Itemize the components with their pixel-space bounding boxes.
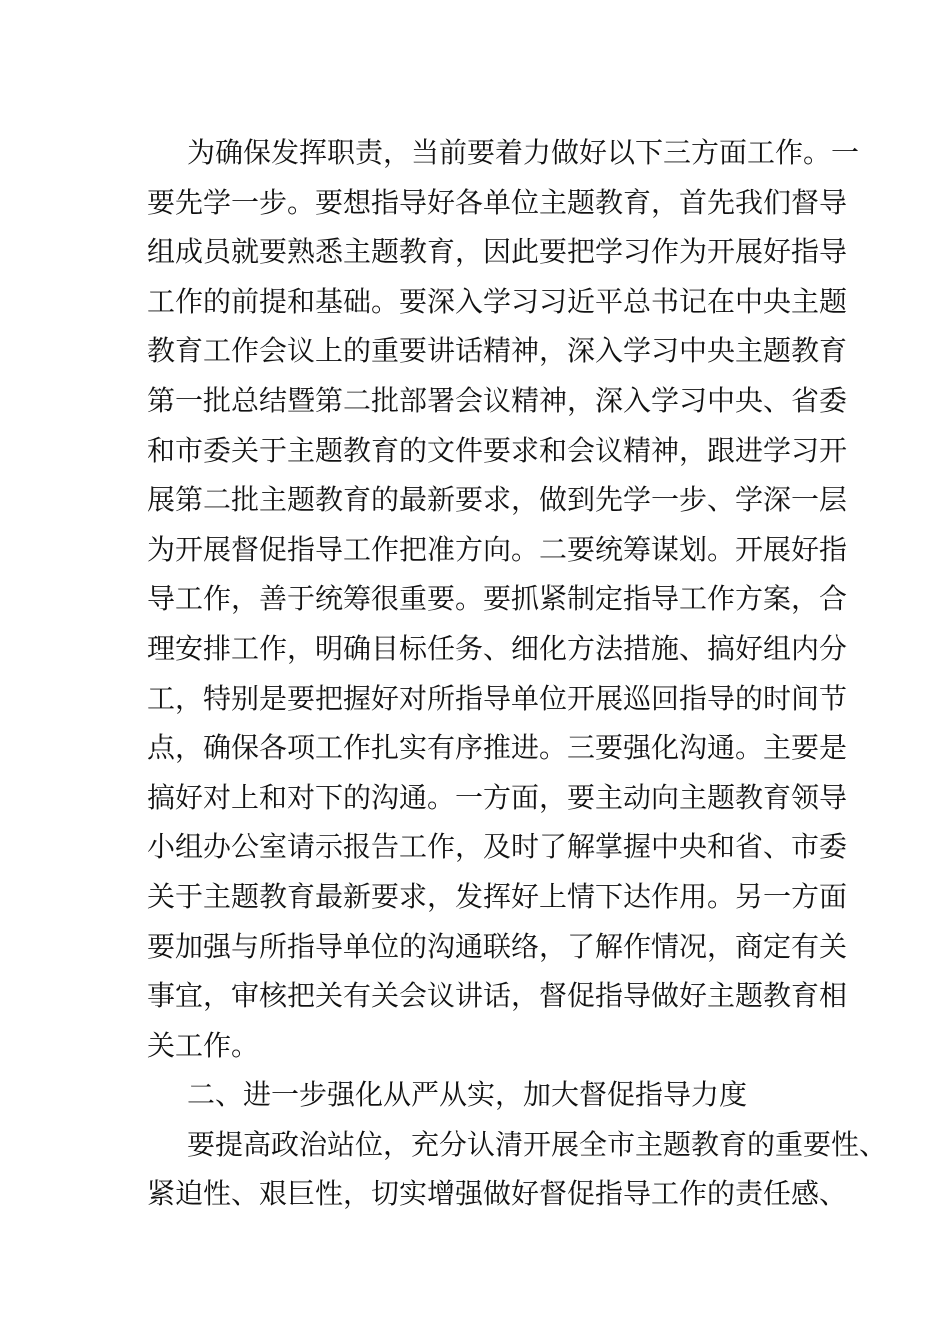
text-line: 搞好对上和对下的沟通。一方面，要主动向主题教育领导 bbox=[147, 780, 848, 814]
text-line: 要加强与所指导单位的沟通联络，了解作情况，商定有关 bbox=[147, 929, 848, 963]
text-line: 工，特别是要把握好对所指导单位开展巡回指导的时间节 bbox=[147, 681, 848, 715]
document-body bbox=[147, 128, 888, 1219]
text-line: 关于主题教育最新要求，发挥好上情下达作用。另一方面 bbox=[147, 879, 848, 913]
text-line: 为确保发挥职责，当前要着力做好以下三方面工作。一 bbox=[187, 136, 860, 169]
text-line: 工作的前提和基础。要深入学习习近平总书记在中央主题 bbox=[147, 284, 848, 318]
text-line: 第一批总结暨第二批部署会议精神，深入学习中央、省委 bbox=[147, 383, 848, 417]
text-line: 点，确保各项工作扎实有序推进。三要强化沟通。主要是 bbox=[147, 731, 848, 765]
paragraph bbox=[147, 128, 860, 1070]
text-line: 紧迫性、艰巨性，切实增强做好督促指导工作的责任感、 bbox=[147, 1177, 848, 1211]
text-line: 要先学一步。要想指导好各单位主题教育，首先我们督导 bbox=[147, 185, 848, 219]
text-line: 小组办公室请示报告工作，及时了解掌握中央和省、市委 bbox=[147, 830, 848, 864]
text-line: 展第二批主题教育的最新要求，做到先学一步、学深一层 bbox=[147, 483, 848, 517]
text-line: 和市委关于主题教育的文件要求和会议精神，跟进学习开 bbox=[147, 433, 848, 467]
text-line: 导工作，善于统筹很重要。要抓紧制定指导工作方案，合 bbox=[147, 582, 848, 616]
paragraph bbox=[147, 1120, 888, 1219]
text-line: 为开展督促指导工作把准方向。二要统筹谋划。开展好指 bbox=[147, 532, 848, 566]
text-line: 组成员就要熟悉主题教育，因此要把学习作为开展好指导 bbox=[147, 235, 848, 269]
text-line: 教育工作会议上的重要讲话精神，深入学习中央主题教育 bbox=[147, 334, 848, 368]
section-heading: 二、进一步强化从严从实，加大督促指导力度 bbox=[187, 1078, 748, 1112]
text-line: 事宜，审核把关有关会议讲话，督促指导做好主题教育相 bbox=[147, 979, 848, 1013]
text-line: 关工作。 bbox=[147, 1028, 260, 1062]
text-line: 理安排工作，明确目标任务、细化方法措施、搞好组内分 bbox=[147, 631, 848, 665]
text-line: 要提高政治站位，充分认清开展全市主题教育的重要性、 bbox=[187, 1127, 888, 1161]
